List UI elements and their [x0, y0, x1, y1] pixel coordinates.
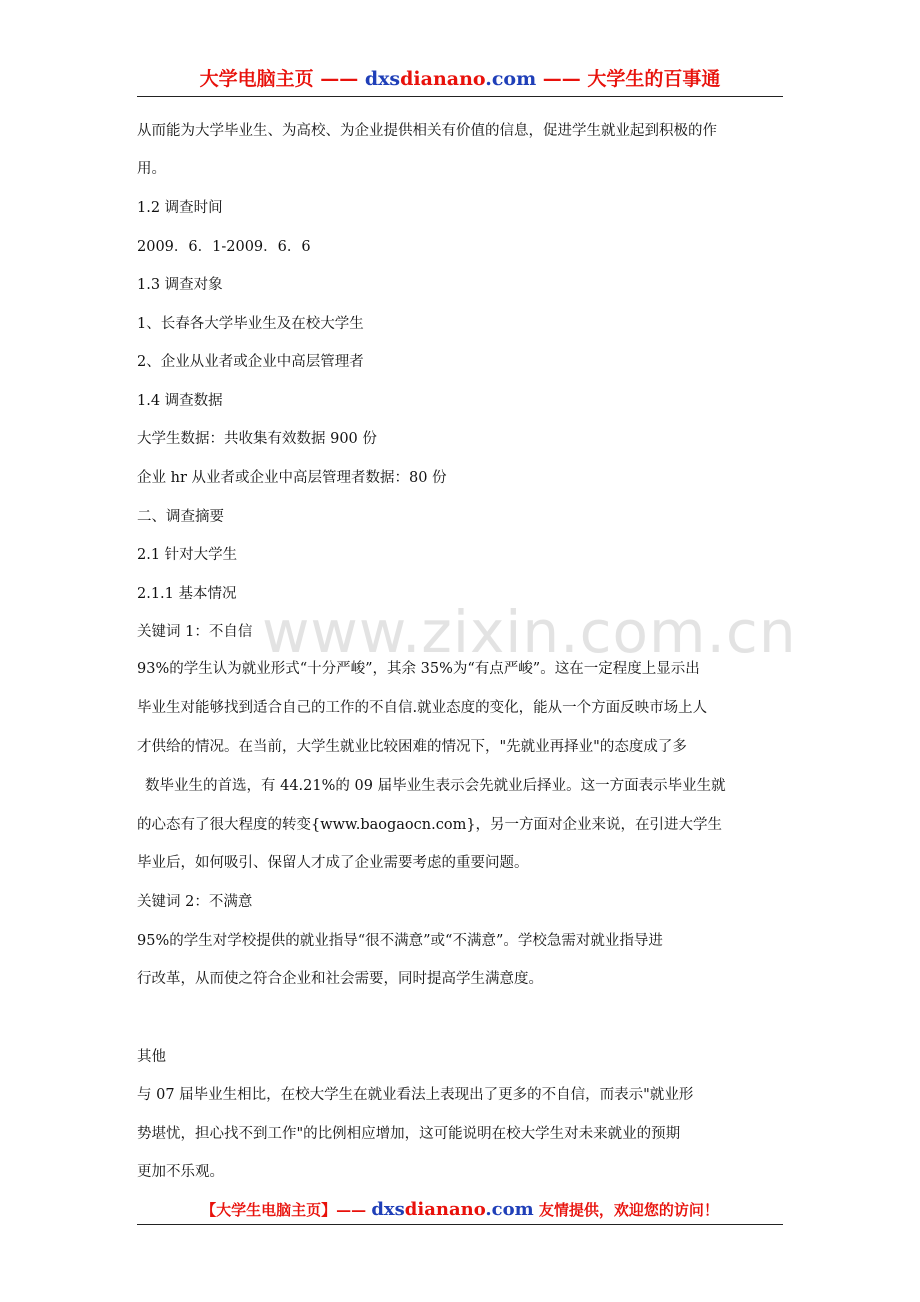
- body-line: 势堪忧，担心找不到工作"的比例相应增加，这可能说明在校大学生对未来就业的预期: [137, 1126, 681, 1142]
- footer-site-com: .com: [485, 1199, 534, 1220]
- body-line: 企业 hr 从业者或企业中高层管理者数据：80 份: [137, 470, 447, 486]
- body-line: 毕业后，如何吸引、保留人才成了企业需要考虑的重要问题。: [137, 855, 529, 871]
- header-site-com: .com: [485, 68, 537, 90]
- section-heading: 2.1 针对大学生: [137, 547, 238, 563]
- header-site-dianano: dianano: [400, 68, 486, 90]
- section-heading: 1.4 调查数据: [137, 393, 223, 409]
- body-line: 95%的学生对学校提供的就业指导“很不满意”或“不满意”。学校急需对就业指导进: [137, 933, 663, 949]
- header-title-left: 大学电脑主页 ——: [199, 68, 365, 90]
- body-line: 从而能为大学毕业生、为高校、为企业提供相关有价值的信息，促进学生就业起到积极的作: [137, 123, 717, 139]
- page-header: [137, 62, 783, 97]
- keyword-heading: 关键词 1：不自信: [137, 624, 253, 640]
- footer-text-left: 【大学生电脑主页】——: [201, 1201, 372, 1219]
- page-footer: [137, 1196, 783, 1225]
- section-heading: 1.2 调查时间: [137, 200, 223, 216]
- watermark: www.zixin.com.cn: [262, 598, 797, 666]
- body-line: 用。: [137, 161, 166, 177]
- footer-site-dianano: dianano: [404, 1199, 486, 1220]
- body-line: 2009．6．1-2009．6．6: [137, 239, 311, 255]
- body-line: 更加不乐观。: [137, 1164, 224, 1180]
- footer-site-dxs: dxs: [371, 1199, 405, 1220]
- section-heading: 二、调查摘要: [137, 509, 224, 525]
- body-line: 才供给的情况。在当前，大学生就业比较困难的情况下，"先就业再择业"的态度成了多: [137, 739, 687, 755]
- section-heading: 1.3 调查对象: [137, 277, 223, 293]
- body-line: 1、长春各大学毕业生及在校大学生: [137, 316, 364, 332]
- keyword-heading: 关键词 2：不满意: [137, 894, 253, 910]
- footer-text-right: 友情提供，欢迎您的访问！: [533, 1201, 719, 1219]
- body-line: 数毕业生的首选，有 44.21%的 09 届毕业生表示会先就业后择业。这一方面表示毕业生就: [145, 778, 726, 794]
- header-title-right: —— 大学生的百事通: [536, 68, 721, 90]
- section-heading: 2.1.1 基本情况: [137, 586, 237, 602]
- header-site-dxs: dxs: [364, 68, 401, 90]
- section-heading: 其他: [137, 1049, 166, 1065]
- body-line: 的心态有了很大程度的转变{www.baogaocn.com}，另一方面对企业来说，在引进大学生: [137, 817, 723, 833]
- body-line: 大学生数据：共收集有效数据 900 份: [137, 431, 377, 447]
- body-line: 93%的学生认为就业形式“十分严峻”，其余 35%为“有点严峻”。这在一定程度上显示出: [137, 661, 700, 677]
- body-line: 2、企业从业者或企业中高层管理者: [137, 354, 364, 370]
- body-line: 与 07 届毕业生相比，在校大学生在就业看法上表现出了更多的不自信，而表示"就业形: [137, 1087, 694, 1103]
- body-line: 毕业生对能够找到适合自己的工作的不自信.就业态度的变化，能从一个方面反映市场上人: [137, 700, 708, 716]
- body-line: 行改革，从而使之符合企业和社会需要，同时提高学生满意度。: [137, 971, 543, 987]
